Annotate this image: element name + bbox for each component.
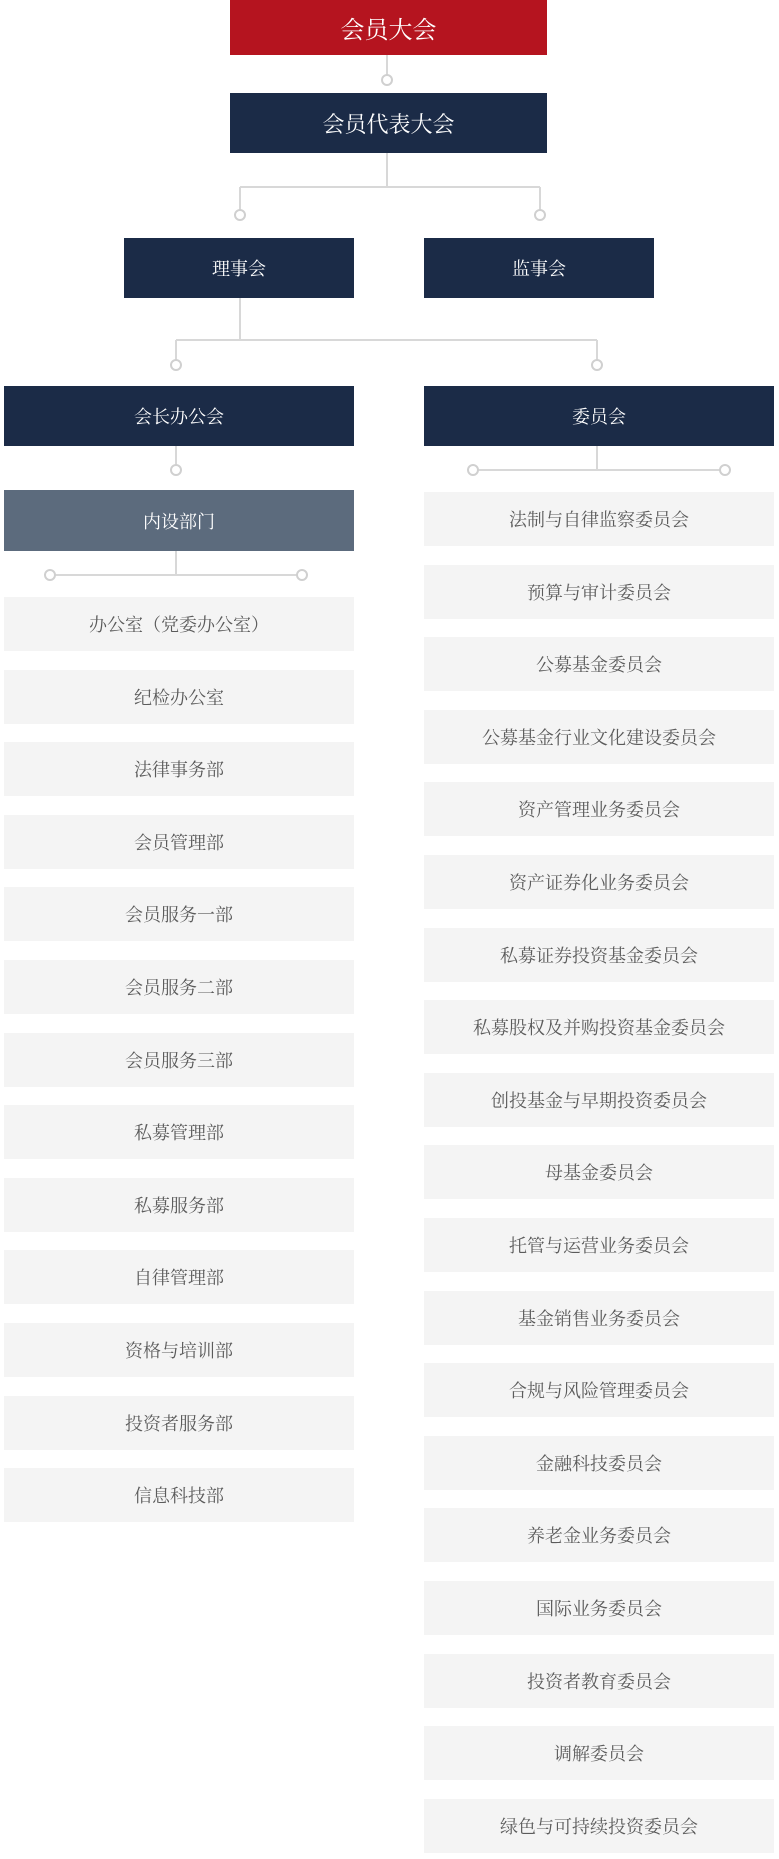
committee-item: 资产证券化业务委员会 [424, 855, 774, 909]
council-label: 理事会 [212, 259, 266, 280]
committee-item: 私募证券投资基金委员会 [424, 928, 774, 982]
committee-item: 合规与风险管理委员会 [424, 1363, 774, 1417]
department-item: 会员服务一部 [4, 887, 354, 941]
committees-box [424, 386, 774, 446]
committee-item: 调解委员会 [424, 1726, 774, 1780]
connector-dot [171, 465, 181, 475]
president-office-label: 会长办公会 [134, 407, 224, 428]
connector-dot [235, 210, 245, 220]
committee-item: 资产管理业务委员会 [424, 782, 774, 836]
committees-label: 委员会 [572, 407, 626, 428]
committee-item: 托管与运营业务委员会 [424, 1218, 774, 1272]
department-item: 资格与培训部 [4, 1323, 354, 1377]
representative-assembly-box [230, 93, 547, 153]
committee-item: 预算与审计委员会 [424, 565, 774, 619]
committee-item: 公募基金委员会 [424, 637, 774, 691]
internal-departments-label: 内设部门 [143, 511, 215, 533]
connector-dot [592, 360, 602, 370]
connector-dot [720, 465, 730, 475]
committee-item: 公募基金行业文化建设委员会 [424, 710, 774, 764]
department-item: 私募服务部 [4, 1178, 354, 1232]
connector-dot [382, 75, 392, 85]
committee-item: 基金销售业务委员会 [424, 1291, 774, 1345]
department-item: 办公室（党委办公室） [4, 597, 354, 651]
committee-item: 金融科技委员会 [424, 1436, 774, 1490]
department-item: 纪检办公室 [4, 670, 354, 724]
committee-item: 法制与自律监察委员会 [424, 492, 774, 546]
general-assembly-label: 会员大会 [340, 16, 437, 44]
department-item: 会员服务三部 [4, 1033, 354, 1087]
connector-dot [297, 570, 307, 580]
committee-item: 私募股权及并购投资基金委员会 [424, 1000, 774, 1054]
supervisory-board-label: 监事会 [512, 259, 566, 280]
president-office-box [4, 386, 354, 446]
department-item: 投资者服务部 [4, 1396, 354, 1450]
committee-item: 国际业务委员会 [424, 1581, 774, 1635]
department-item: 自律管理部 [4, 1250, 354, 1304]
supervisory-board-box [424, 238, 654, 298]
department-item: 信息科技部 [4, 1468, 354, 1522]
council-box [124, 238, 354, 298]
committee-item: 养老金业务委员会 [424, 1508, 774, 1562]
connector-dot [535, 210, 545, 220]
connector-dot [171, 360, 181, 370]
department-item: 私募管理部 [4, 1105, 354, 1159]
committee-item: 母基金委员会 [424, 1145, 774, 1199]
general-assembly-box [230, 0, 547, 55]
committee-item: 投资者教育委员会 [424, 1654, 774, 1708]
representative-assembly-label: 会员代表大会 [322, 112, 455, 138]
connector-dot [45, 570, 55, 580]
department-item: 法律事务部 [4, 742, 354, 796]
department-item: 会员管理部 [4, 815, 354, 869]
department-item: 会员服务二部 [4, 960, 354, 1014]
committee-item: 绿色与可持续投资委员会 [424, 1799, 774, 1853]
committee-item: 创投基金与早期投资委员会 [424, 1073, 774, 1127]
connector-dot [468, 465, 478, 475]
internal-departments-box [4, 490, 354, 551]
